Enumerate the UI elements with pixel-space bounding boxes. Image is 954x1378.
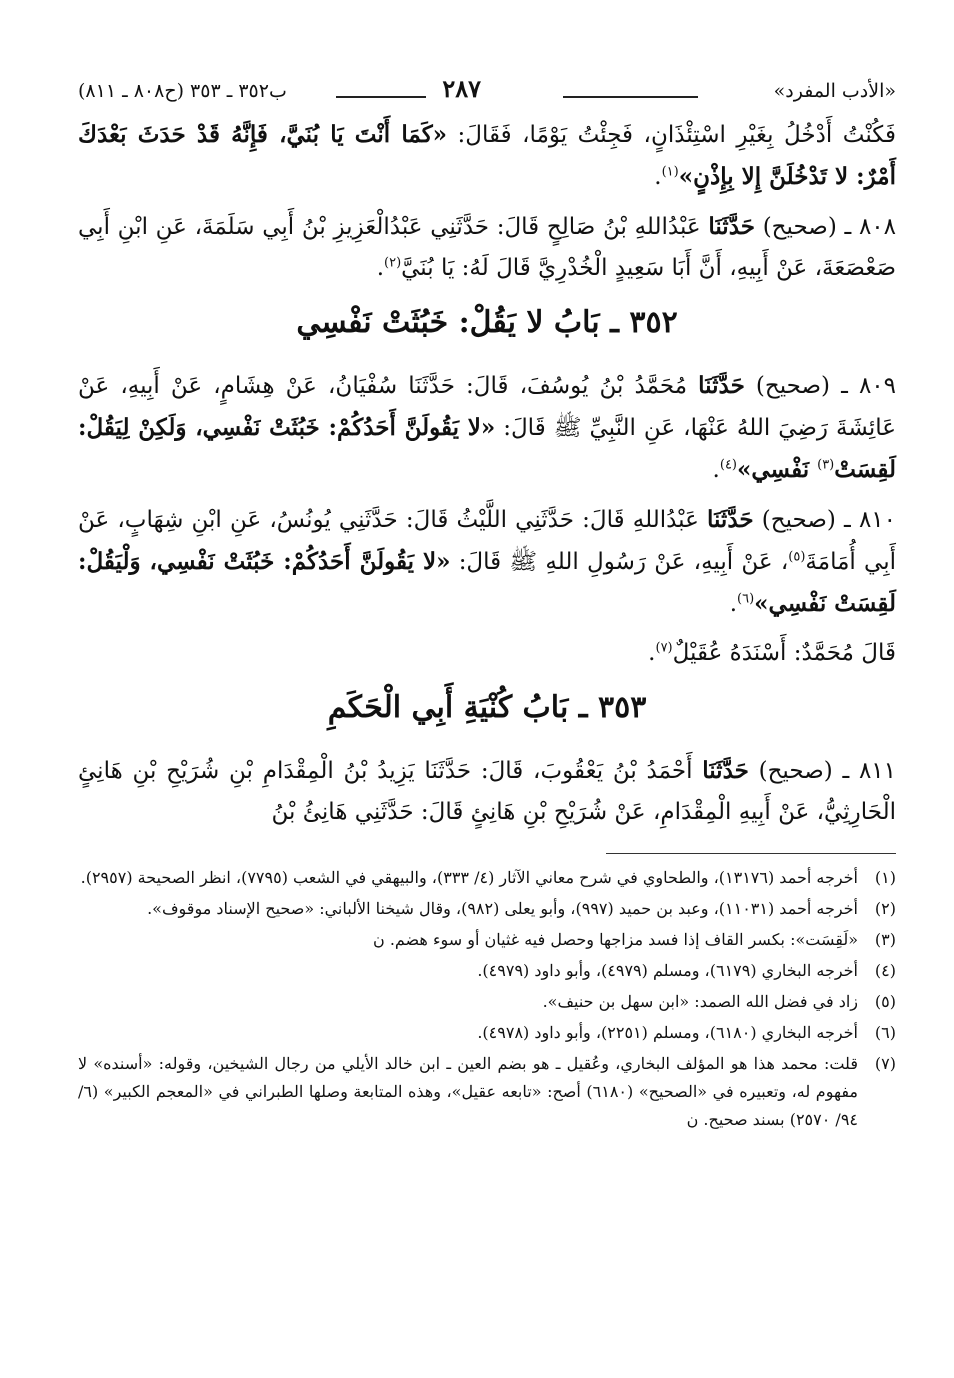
- running-header: [78, 70, 896, 114]
- footnote: [78, 1019, 896, 1047]
- hadith-quote: «لا يَقُولَنَّ أَحَدُكُمْ: خَبُثَتْ نَفْسِي، وَلْيَقُلْ: لَقِسَتْ نَفْسِي»: [78, 548, 896, 617]
- footnote-ref[interactable]: (٤): [719, 457, 737, 473]
- hadith-number: ٨٠٩ ـ (صحيح): [744, 373, 896, 399]
- chapters-reference: ب٣٥٢ ـ ٣٥٣ (ح٨٠٨ ـ ٨١١): [78, 80, 287, 102]
- haddathana: حَدَّثَنَا: [706, 506, 754, 533]
- hadith-808: ٨٠٨ ـ (صحيح) حَدَّثَنَا عَبْدُاللهِ بْنُ صَالِحٍ قَالَ: حَدَّثَنِي عَبْدُالْعَزِيزِ بْنُ أَبِي سَلَمَةَ، عَنِ ابْنِ أَبِي صَعْصَعَةَ، عَنْ أَبِيهِ، أَنَّ أَبَا سَعِيدٍ الْخُدْرِيَّ قَالَ لَهُ: يَا بُنَيَّ$^{(٢)}$.: [78, 213, 897, 281]
- footnote-ref[interactable]: (٢): [384, 255, 402, 271]
- footnote-number: (٤): [874, 961, 896, 980]
- hadith-number: ٨١١ ـ (صحيح): [748, 758, 897, 784]
- haddathana: حَدَّثَنَا: [708, 213, 755, 240]
- footnote: [78, 926, 896, 954]
- hadith-quote: نَفْسِي»: [737, 456, 818, 483]
- hadith-number: ٨٠٨ ـ (صحيح): [755, 214, 897, 240]
- footnote-number: (٥): [874, 992, 896, 1011]
- footnote-number: (٧): [874, 1054, 896, 1073]
- chapter-heading-353: ٣٥٣ ـ بَابُ كُنْيَةِ أَبِي الْحَكَمِ: [327, 690, 647, 725]
- footnote: [78, 957, 896, 985]
- hadith-811: [78, 750, 896, 833]
- hadith-quote: «كَمَا أَنْتَ يَا بُنَيَّ، فَإِنَّهُ قَدْ حَدَثَ بَعْدَكَ أَمْرٌ: لا تَدْخُلَنَّ إِلا بِإِذْنٍ»: [78, 121, 896, 190]
- footnote-number: (٢): [874, 899, 896, 918]
- header-rule: [563, 96, 698, 98]
- footnote: [78, 988, 896, 1016]
- book-title: «الأدب المفرد»: [773, 80, 896, 102]
- header-rule: [336, 96, 426, 98]
- haddathana: حَدَّثَنَا: [702, 757, 749, 784]
- footnote-ref[interactable]: (٧): [655, 640, 673, 656]
- hadith-809: ٨٠٩ ـ (صحيح) حَدَّثَنَا مُحَمَّدُ بْنُ يُوسُفَ، قَالَ: حَدَّثَنَا سُفْيَانُ، عَنْ هِشَامٍ، عَنْ أَبِيهِ، عَنْ عَائِشَةَ رَضِيَ اللهُ عَنْهَا، عَنِ النَّبِيِّ ﷺ قَالَ: «لا يَقُولَنَّ أَحَدُكُمْ: خَبُثَتْ نَفْسِي، وَلَكِنْ لِيَقُلْ: لَقِسَتْ$^{(٣)}$ نَفْسِي»$^{(٤)}$.: [78, 372, 897, 483]
- text: فَكُنْتُ أَدْخُلُ بِغَيْرِ اسْتِئْذَانٍ، فَجِئْتُ يَوْمًا، فَقَالَ:: [447, 122, 896, 148]
- footnote: [78, 895, 896, 923]
- main-text: [78, 114, 896, 833]
- isnad-text: ، عَنْ أَبِيهِ، عَنْ رَسُولِ اللهِ ﷺ قَالَ:: [450, 549, 789, 575]
- isnad-text: أَحْمَدُ بْنُ يَعْقُوبَ، قَالَ: حَدَّثَنَا يَزِيدُ بْنُ الْمِقْدَامِ بْنِ شُرَيْحِ بْنِ هَانِئٍ الْحَارِثِيُّ، عَنْ أَبِيهِ الْمِقْدَامِ، عَنْ شُرَيْحِ بْنِ هَانِئٍ قَالَ: حَدَّثَنِي هَانِئُ بْنُ: [78, 758, 896, 825]
- haddathana: حَدَّثَنَا: [698, 372, 745, 399]
- footnote-text: «لَقِسَت»: بكسر القاف إذا فسد مزاجها وحصل فيه غثيان أو سوء هضم. ن: [372, 930, 858, 949]
- isnad-text: عَبْدُاللهِ بْنُ صَالِحٍ قَالَ: حَدَّثَنِي عَبْدُالْعَزِيزِ بْنُ أَبِي سَلَمَةَ، عَنِ ابْنِ أَبِي صَعْصَعَةَ، عَنْ أَبِيهِ، أَنَّ أَبَا سَعِيدٍ الْخُدْرِيَّ قَالَ لَهُ: يَا بُنَيَّ: [78, 214, 896, 281]
- isnad-text: عَبْدُاللهِ قَالَ: حَدَّثَنِي اللَّيْثُ قَالَ: حَدَّثَنِي يُونُسُ، عَنِ ابْنِ شِهَابٍ، عَنْ أَبِي أُمَامَةَ: [78, 507, 896, 575]
- footnote: [78, 1050, 896, 1134]
- footnote-separator: [606, 853, 896, 854]
- hadith-number: ٨١٠ ـ (صحيح): [753, 507, 896, 533]
- footnote-text: أخرجه البخاري (٦١٧٩)، ومسلم (٤٩٧٩)، وأبو داود (٤٩٧٩).: [477, 961, 858, 980]
- author-note: قَالَ مُحَمَّدٌ: أَسْنَدَهُ عُقَيْلٌ$^{(٧)}$.: [648, 640, 896, 666]
- footnote-text: زاد في فضل الله الصمد: «ابن سهل بن حنيف».: [542, 992, 858, 1011]
- footnote-ref[interactable]: (٦): [737, 591, 755, 607]
- footnote-number: (٦): [874, 1023, 896, 1042]
- chapter-heading-352: ٣٥٢ ـ بَابُ لا يَقُلْ: خَبُثَتْ نَفْسِي: [296, 305, 678, 340]
- footnote-ref[interactable]: (١): [661, 164, 679, 180]
- note-text: قَالَ مُحَمَّدٌ: أَسْنَدَهُ عُقَيْلٌ: [672, 640, 896, 666]
- footnote-text: أخرجه أحمد (١١٠٣١)، وعبد بن حميد (٩٩٧)، وأبو يعلى (٩٨٢)، وقال شيخنا الألباني: «صحيح الإسناد موقوف».: [147, 899, 858, 918]
- footnote-ref[interactable]: (٣): [817, 457, 835, 473]
- footnote-number: (١): [874, 868, 896, 887]
- page-number: ٢٨٧: [442, 74, 481, 103]
- footnote: [78, 864, 896, 892]
- paragraph-continuation: فَكُنْتُ أَدْخُلُ بِغَيْرِ اسْتِئْذَانٍ، فَجِئْتُ يَوْمًا، فَقَالَ: «كَمَا أَنْتَ يَا بُنَيَّ، فَإِنَّهُ قَدْ حَدَثَ بَعْدَكَ أَمْرٌ: لا تَدْخُلَنَّ إِلا بِإِذْنٍ»$^{(١)}$.: [78, 121, 896, 190]
- hadith-810: ٨١٠ ـ (صحيح) حَدَّثَنَا عَبْدُاللهِ قَالَ: حَدَّثَنِي اللَّيْثُ قَالَ: حَدَّثَنِي يُونُسُ، عَنِ ابْنِ شِهَابٍ، عَنْ أَبِي أُمَامَةَ$^{(٥)}$، عَنْ أَبِيهِ، عَنْ رَسُولِ اللهِ ﷺ قَالَ: «لا يَقُولَنَّ أَحَدُكُمْ: خَبُثَتْ نَفْسِي، وَلْيَقُلْ: لَقِسَتْ نَفْسِي»$^{(٦)}$.: [78, 506, 896, 617]
- footnote-number: (٣): [874, 930, 896, 949]
- hadith-quote: «لا يَقُولَنَّ أَحَدُكُمْ: خَبُثَتْ نَفْسِي، وَلَكِنْ لِيَقُلْ: لَقِسَتْ: [78, 414, 896, 483]
- footnote-text: أخرجه البخاري (٦١٨٠)، ومسلم (٢٢٥١)، وأبو داود (٤٩٧٨).: [477, 1023, 858, 1042]
- footnote-text: أخرجه أحمد (١٣١٧٦)، والطحاوي في شرح معاني الآثار (٤/ ٣٣٣)، والبيهقي في الشعب (٧٧٩٥)، انظر الصحيحة (٢٩٥٧).: [80, 868, 858, 887]
- isnad-text: مُحَمَّدُ بْنُ يُوسُفَ، قَالَ: حَدَّثَنَا سُفْيَانُ، عَنْ هِشَامٍ، عَنْ أَبِيهِ، عَنْ عَائِشَةَ رَضِيَ اللهُ عَنْهَا، عَنِ النَّبِيِّ ﷺ قَالَ:: [78, 373, 897, 441]
- footnote-text: قلت: محمد هذا هو المؤلف البخاري، وعُقيل ـ هو بضم العين ـ ابن خالد الأيلي من رجال الشيخين، وقوله: «أسنده» لا مفهوم له، وتعبيره في «الصحيح» (٦١٨٠) أصح: «تابعه عقيل»، وهذه المتابعة وصلها الطبراني في «المعجم الكبير» (٦/ ٩٤/ ٢٥٧٠) بسند صحيح. ن: [78, 1054, 858, 1129]
- book-page: [78, 70, 896, 1378]
- footnote-ref[interactable]: (٥): [788, 549, 806, 565]
- footnotes: [78, 864, 896, 1134]
